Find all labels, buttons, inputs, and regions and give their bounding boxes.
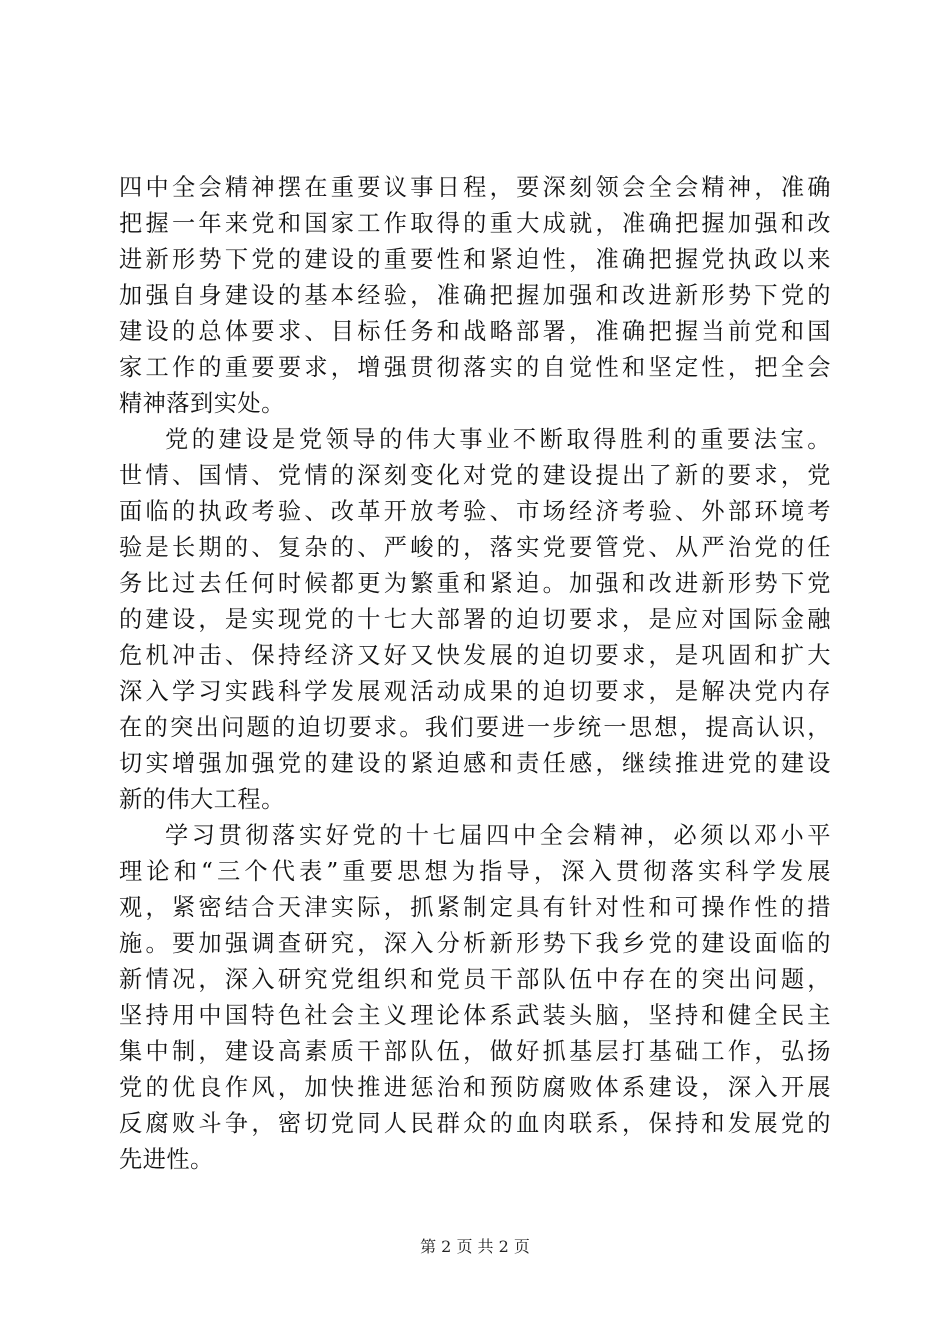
text-line: 施。要加强调查研究，深入分析新形势下我乡党的建设面临的 [119, 930, 831, 957]
text-line: 建设的总体要求、目标任务和战略部署，准确把握当前党和国 [119, 318, 831, 345]
text-line: 进新形势下党的建设的重要性和紧迫性，准确把握党执政以来 [119, 246, 831, 273]
text-line: 观，紧密结合天津实际，抓紧制定具有针对性和可操作性的措 [119, 894, 831, 921]
text-line: 把握一年来党和国家工作取得的重大成就，准确把握加强和改 [119, 210, 831, 237]
text-line: 集中制，建设高素质干部队伍，做好抓基层打基础工作，弘扬 [119, 1038, 831, 1065]
text-line: 先进性。 [119, 1146, 214, 1173]
text-line: 党的优良作风，加快推进惩治和预防腐败体系建设，深入开展 [119, 1074, 831, 1101]
text-line: 四中全会精神摆在重要议事日程，要深刻领会全会精神，准确 [119, 174, 831, 201]
text-line: 加强自身建设的基本经验，准确把握加强和改进新形势下党的 [119, 282, 831, 309]
page-number-footer: 第 2 页 共 2 页 [420, 1237, 530, 1256]
text-line: 务比过去任何时候都更为繁重和紧迫。加强和改进新形势下党 [119, 570, 831, 597]
paragraph-first-line: 党的建设是党领导的伟大事业不断取得胜利的重要法宝。 [165, 426, 831, 453]
text-line: 新情况，深入研究党组织和党员干部队伍中存在的突出问题， [119, 966, 831, 993]
text-line: 切实增强加强党的建设的紧迫感和责任感，继续推进党的建设 [119, 750, 831, 777]
text-line: 家工作的重要要求，增强贯彻落实的自觉性和坚定性，把全会 [119, 354, 831, 381]
text-line: 深入学习实践科学发展观活动成果的迫切要求，是解决党内存 [119, 678, 831, 705]
paragraph-first-line: 学习贯彻落实好党的十七届四中全会精神，必须以邓小平 [165, 822, 831, 849]
text-line: 新的伟大工程。 [119, 786, 285, 813]
text-line: 世情、国情、党情的深刻变化对党的建设提出了新的要求，党 [119, 462, 831, 489]
text-line: 危机冲击、保持经济又好又快发展的迫切要求，是巩固和扩大 [119, 642, 831, 669]
text-line: 理论和“三个代表”重要思想为指导，深入贯彻落实科学发展 [119, 858, 831, 885]
text-line: 在的突出问题的迫切要求。我们要进一步统一思想，提高认识， [119, 714, 831, 741]
text-line: 面临的执政考验、改革开放考验、市场经济考验、外部环境考 [119, 498, 831, 525]
text-line: 验是长期的、复杂的、严峻的，落实党要管党、从严治党的任 [119, 534, 831, 561]
text-line: 精神落到实处。 [119, 390, 285, 417]
text-line: 的建设，是实现党的十七大部署的迫切要求，是应对国际金融 [119, 606, 831, 633]
text-line: 反腐败斗争，密切党同人民群众的血肉联系，保持和发展党的 [119, 1110, 831, 1137]
text-line: 坚持用中国特色社会主义理论体系武装头脑，坚持和健全民主 [119, 1002, 831, 1029]
